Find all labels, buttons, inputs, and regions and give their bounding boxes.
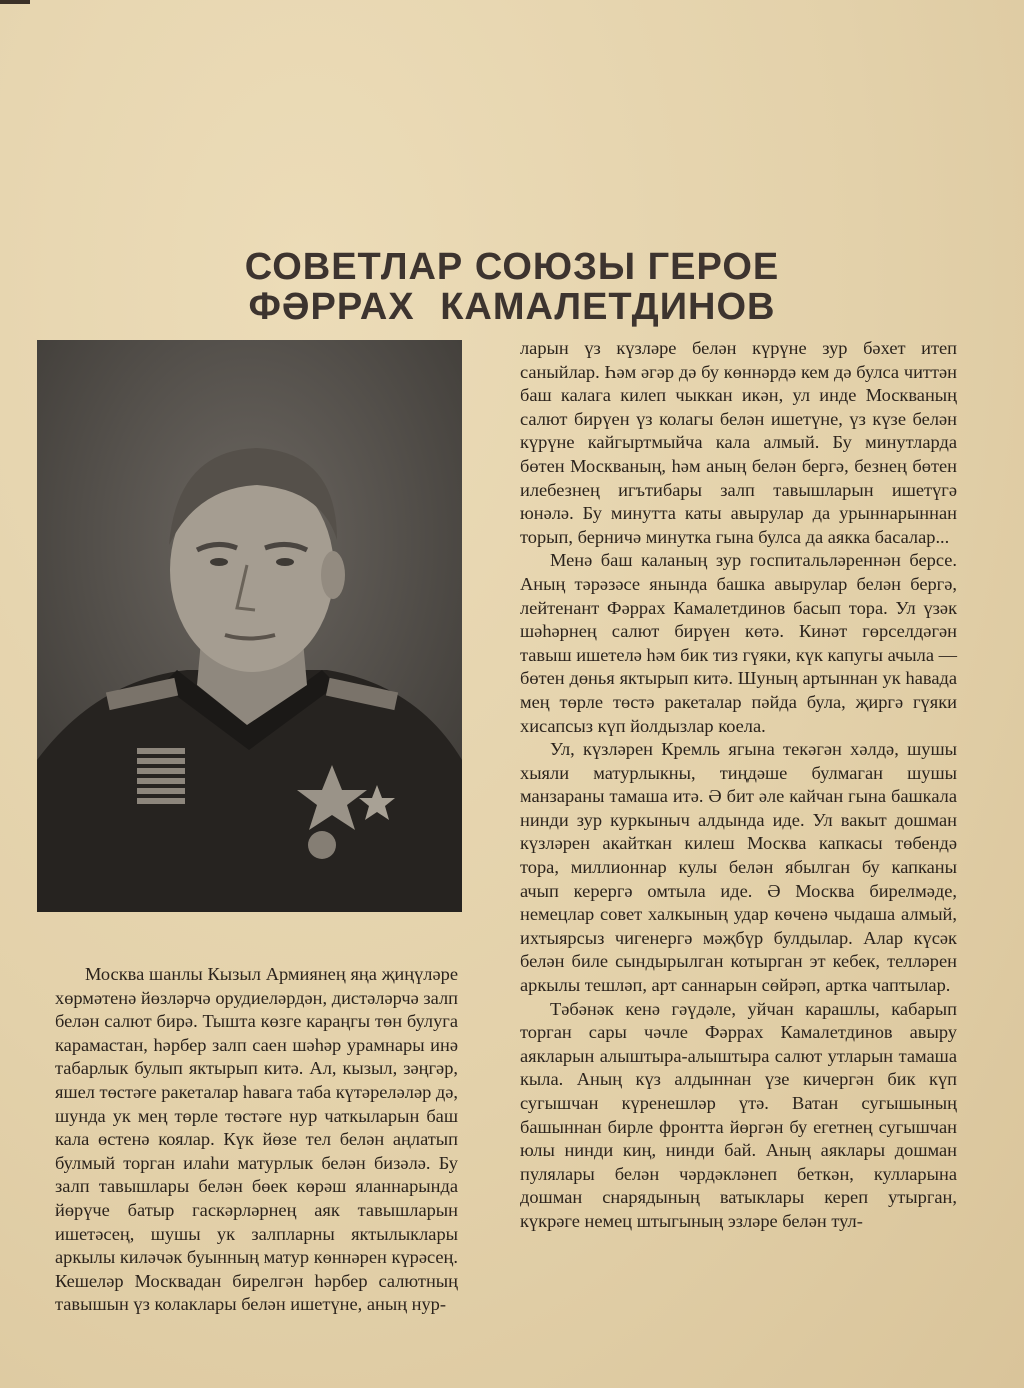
- page-corner-rule: [0, 0, 30, 4]
- title-line-1: СОВЕТЛАР СОЮЗЫ ГЕРОЕ: [244, 246, 780, 289]
- right-paragraph-2: Менә баш каланың зур госпитальләреннән берсе. Аның тәрәзәсе янында башка авырулар белән бергә, лейтенант Фәррах Камалетдинов басып тора. Ул үзәк шәһәрнең салют бирүен көтә. Кинәт гөрселдәгән тавыш ишетелә һәм бик тиз гүяки, күк капугы ачыла — бөтен дөнья яктырып китә. Шуның артыннан ук һавада мең төрле төстә ракеталар пәйда була, җиргә гүяки хисапсыз күп йолдызлар коела.: [520, 550, 957, 736]
- right-paragraph-4: Тәбәнәк кенә гәүдәле, уйчан карашлы, кабарып торган сары чәчле Фәррах Камалетдинов авыру аякларын алыштыра-алыштыра салют утларын тамаша кыла. Аның күз алдыннан үзе кичергән бик күп сугышчан күренешләр үтә. Ватан сугышының башыннан бирле фронтта йөргән бу егетнең сугышчан юлы нинди киң, нинди бай. Аның аяклары дошман пулялары белән чәрдәкләнеп беткән, кулларына дошман снарядының ватыклары кереп утырган, күкрәге немец штыгының эзләре белән тул-: [520, 998, 957, 1231]
- portrait-photo: [37, 340, 462, 912]
- left-column: [55, 963, 458, 1317]
- right-column: [520, 337, 957, 1234]
- portrait-illustration: [37, 340, 462, 912]
- page-title: [0, 247, 1024, 327]
- right-paragraph-3: Ул, күзләрен Кремль ягына текәгән хәлдә, шушы хыяли матурлыкны, тиңдәше булмаган шушы манзараны тамаша итә. Ә бит әле кайчан гына башкала нинди зур куркыныч алдында иде. Ул вакыт дошман күзләрен акайткан килеш Москва капкасы төбендә тора, миллионнар кулы белән ябылган бу капканы ачып керергә омтыла иде. Ә Москва бирелмәде, немецлар совет халкының удар көченә чыдаша алмый, ихтыярсыз чигенергә мәҗбүр булдылар. Алар күсәк белән биле сындырылган котырган эт кебек, телләрен аркылы тешләп, арт саннарын сөйрәп, артка чаптылар.: [520, 739, 957, 996]
- left-paragraph-1: Москва шанлы Кызыл Армиянең яңа җиңүләре хөрмәтенә йөзләрчә орудиеләрдән, дистәләрчә залп белән салют бирә. Тышта көзге караңгы төн булуга карамастан, һәрбер залп саен шәһәр урамнары инә табарлык булып яктырып китә. Ал, кызыл, зәңгәр, яшел төстәге ракеталар һавага таба күтәреләләр дә, шунда ук мең төрле төстәге нур чаткыларын баш кала өстенә коялар. Күк йөзе тел белән аңлатып булмый торган илаһи матурлык белән бизәлә. Бу залп тавышлары белән бөек көрәш яланнарында йөрүче батыр гаскәрләрнең аяк тавышларын ишетәсең, шушы ук залпларны яктылыклары аркылы киләчәк буынның матур көннәрен күрәсең. Кешеләр Москвадан бирелгән һәрбер салютның тавышын үз колаклары белән ишетүне, аның нур-: [55, 964, 459, 1315]
- title-line-2: ФӘРРАХ КАМАЛЕТДИНОВ: [248, 286, 776, 329]
- right-paragraph-1: ларын үз күзләре белән күрүне зур бәхет итеп саныйлар. Һәм әгәр дә бу көннәрдә кем дә булса читтән баш калага килеп чыккан икән, ул инде Москваның салют бирүен үз колагы белән ишетүне, үз күзе белән күрүне кайгыртмыйча кала алмый. Бу минутларда бөтен Москваның, һәм аның белән бергә, безнең бөтен илебезнең игътибары залп тавышларын ишетүгә юнәлә. Бу минутта каты авырулар да урыннарыннан торып, берничә минутка гына булса да аякка басалар...: [520, 338, 957, 547]
